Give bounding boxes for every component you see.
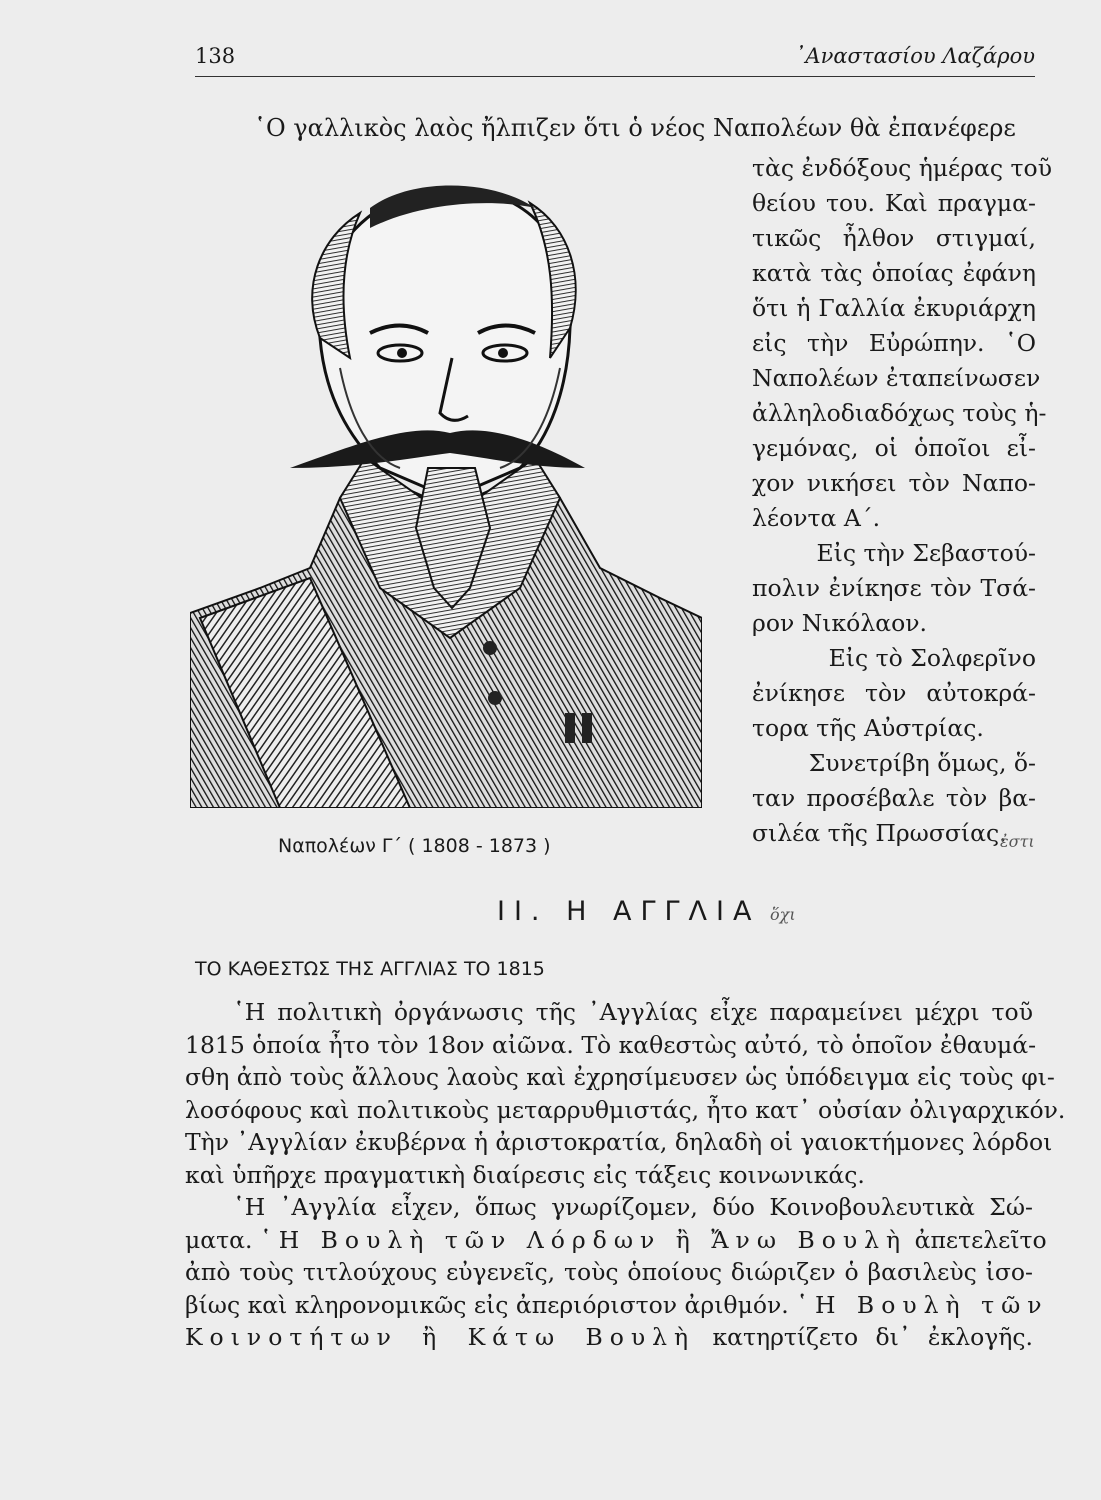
text-line: ρον Νικόλαον. [752, 609, 927, 637]
text-line: ῾Η πολιτικὴ ὀργάνωσις τῆς ᾿Αγγλίας εἶχε παραμείνει μέχρι τοῦ [233, 998, 1033, 1026]
spaced-term: ῾Η Βουλὴ τῶν [796, 1290, 1049, 1319]
text-line: λοσόφους καὶ πολιτικοὺς μεταρρυθμιστάς, ἦτο κατ᾿ οὐσίαν ὀλιγαρχικόν. [185, 1095, 1066, 1124]
text-line: Συνετρίβη ὅμως, ὅ- [808, 749, 1036, 777]
portrait-illustration [190, 168, 702, 808]
text-line: πολιν ἐνίκησε τὸν Τσά- [752, 574, 1036, 602]
text-span: ἀπετελεῖτο [907, 1225, 1047, 1254]
text-line: γεμόνας, οἱ ὁποῖοι εἶ- [752, 434, 1036, 462]
page-number: 138 [195, 44, 236, 68]
subsection-title: ΤΟ ΚΑΘΕΣΤΩΣ ΤΗΣ ΑΓΓΛΙΑΣ ΤΟ 1815 [195, 958, 545, 980]
text-span: βίως καὶ κληρονομικῶς εἰς ἀπεριόριστον ἀριθμόν. [185, 1290, 797, 1319]
text-line: τὰς ἐνδόξους ἡμέρας τοῦ [752, 154, 1052, 182]
text-line: σθη ἀπὸ τοὺς ἄλλους λαοὺς καὶ ἐχρησίμευσεν ὡς ὑπόδειγμα εἰς τοὺς φι- [185, 1063, 1055, 1091]
intro-line: ῾Ο γαλλικὸς λαὸς ἤλπιζεν ὅτι ὁ νέος Ναπολέων θὰ ἐπανέφερε [254, 114, 1016, 142]
spaced-term: ῾Η Βουλὴ τῶν Λόρδων ἢ Ἄνω Βουλὴ [259, 1225, 908, 1254]
text-line: Ναπολέων ἐταπείνωσεν [752, 364, 1041, 392]
side-column-text [752, 151, 1052, 851]
text-line [185, 1289, 1049, 1322]
text-line: θείου του. Καὶ πραγμα- [752, 189, 1036, 217]
text-line: σιλέα τῆς Πρωσσίας. [752, 819, 1007, 847]
text-line: λέοντα Α΄. [752, 504, 881, 532]
text-span: κατηρτίζετο δι᾿ ἐκλογῆς. [695, 1323, 1033, 1351]
text-line [185, 1321, 1033, 1354]
text-line: Εἰς τὸ Σολφερῖνο [828, 644, 1036, 672]
handwritten-note: ἐστι [1000, 832, 1035, 851]
text-line: εἰς τὴν Εὐρώπην. ῾Ο [752, 329, 1036, 357]
text-line: ῾Η ᾿Αγγλία εἶχεν, ὅπως γνωρίζομεν, δύο Κοινοβουλευτικὰ Σώ- [233, 1193, 1033, 1221]
text-line: τορα τῆς Αὐστρίας. [752, 714, 984, 742]
text-line: ἀλληλοδιαδόχως τοὺς ἡ- [752, 399, 1047, 427]
text-line: ἐνίκησε τὸν αὐτοκρά- [752, 679, 1036, 707]
text-line: τικῶς ἦλθον στιγμαί, [752, 224, 1036, 252]
page-header [195, 42, 1035, 77]
text-line: ὅτι ἡ Γαλλία ἐκυριάρχη [752, 294, 1036, 322]
text-line: κατὰ τὰς ὁποίας ἐφάνη [752, 259, 1036, 287]
text-line: 1815 ὁποία ἦτο τὸν 18ον αἰῶνα. Τὸ καθεστὼς αὐτό, τὸ ὁποῖον ἐθαυμά- [185, 1030, 1037, 1059]
running-head: ᾿Αναστασίου Λαζάρου [794, 44, 1035, 68]
handwritten-note: ὅχι [770, 905, 796, 924]
text-line: χον νικήσει τὸν Ναπο- [752, 469, 1036, 497]
text-line: Εἰς τὴν Σεβαστού- [816, 539, 1036, 567]
text-line: ταν προσέβαλε τὸν βα- [752, 784, 1036, 812]
text-line [185, 1224, 1047, 1257]
section-title: ΙΙ. Η ΑΓΓΛΙΑ [497, 896, 761, 927]
body-text [185, 996, 1066, 1354]
text-line: Τὴν ᾿Αγγλίαν ἐκυβέρνα ἡ ἀριστοκρατία, δηλαδὴ οἱ γαιοκτήμονες λόρδοι [185, 1128, 1053, 1156]
text-line: ἀπὸ τοὺς τιτλούχους εὐγενεῖς, τοὺς ὁποίους διώριζεν ὁ βασιλεὺς ἰσο- [185, 1258, 1033, 1286]
text-span: ματα. [185, 1225, 260, 1254]
spaced-term: Κοινοτήτων ἢ Κάτω Βουλὴ [185, 1323, 696, 1351]
portrait-caption: Ναπολέων Γ΄ ( 1808 - 1873 ) [278, 835, 551, 857]
text-line: καὶ ὑπῆρχε πραγματικὴ διαίρεσις εἰς τάξεις κοινωνικάς. [185, 1160, 865, 1189]
